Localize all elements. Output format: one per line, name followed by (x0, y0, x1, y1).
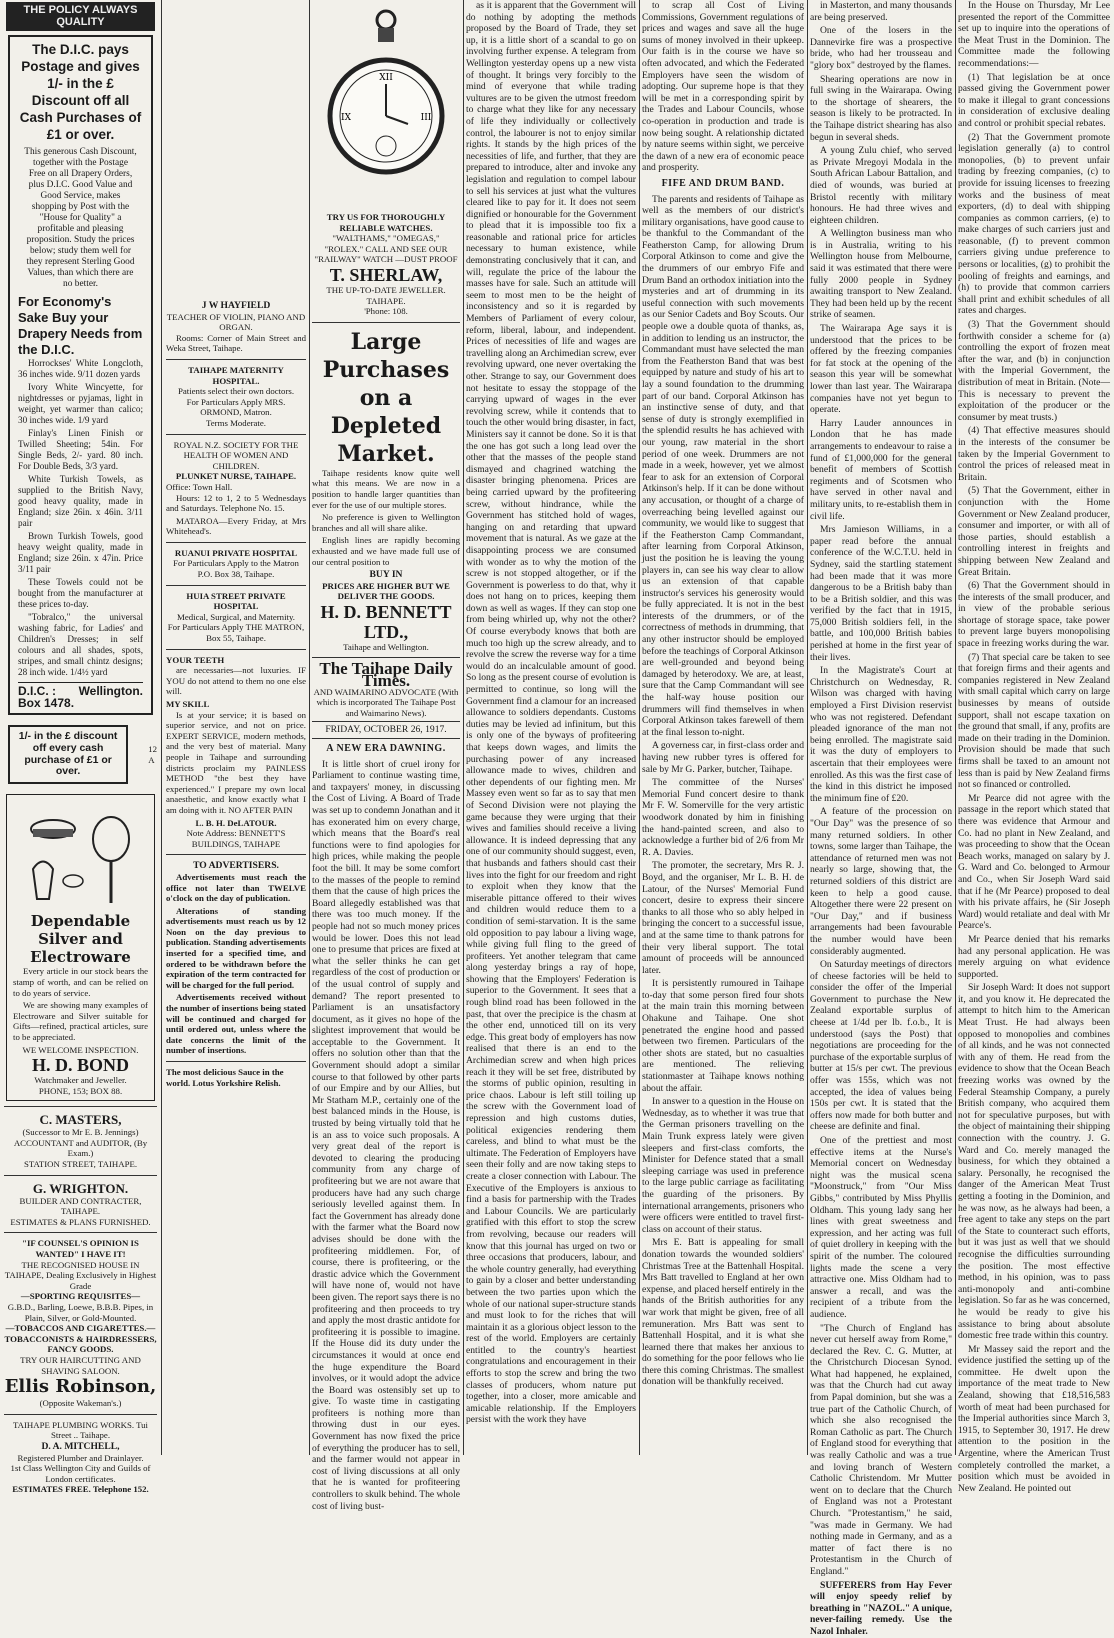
news-item: In the Magistrate's Court at Christchurch on Wednesday, R. Wilson was charged with having employed a First Division reservist who was not registered. Defendant pleaded ignorance of the man not being enrolled. The magistrate said it was the duty of employers to ascertain that their employees were enrolled. As this was the first case of the kind in this district he imposed the minimum fine of £20. (810, 665, 952, 804)
recommendation-1: (1) That legislation be at once passed giving the Government power to make it illegal to grant concessions in consideration of exclusive dealing and control or prohibit special rebates. (958, 71, 1110, 129)
issue-date: FRIDAY, OCTOBER 26, 1917. (312, 721, 460, 739)
fife-article: The parents and residents of Taihape as well as the members of our district's military organisations, have good cause to be thankful to the Commandant of the Featherston Camp, for allowing Drum Corporal Atkinson to come and give the the drummers of our embryo Fife and Drum Band an orthodox initiation into the mysteries and art of drumming in its useful connection with such movements as our Senior Cadets and Boy Scouts. Our people owe a double quota of thanks, as, in addition to lending us an instructor, the Commandant must have selected the man from the Featherston Band that was best equipped by nature and study of his art to lay a sound foundation to the drumming part of our band. Corporal Atkinson has an instinctive sense of duty, and that sense of duty is strongly exemplified in the splendid results he has achieved with our young, raw material in the short period of one week. Drummers are not made in a week, however, yet we almost fear to ask for an extension of Corporal Atkinson's help. If it can be done without any accusation, or thought of a charge of overreaching being levelled against our community, we would like to suggest that if the Featherston Camp Commandant, after learning from Corporal Atkinson, just the position he is leaving the young players in, can see his way clear to allow us an extension of that capable instructor's services his generosity would be fully appreciated. It is not in the best interests of the drummers, or of the correctness of methods in drumming, that any other instructor should be employed before the teachings of Corporal Atkinson are well-grounded and beyond being damaged by heterodoxy. We are, at least, sure that the Camp Commandant will see the half-way house position our drummers will find themselves in when Corporal Atkinson takes farewell of them at the final lesson to-night. (642, 193, 805, 738)
list-item: Brown Turkish Towels, good heavy weight quality, made in England; size 26in. x 47in. Price 3/11 pair (18, 531, 143, 575)
maternity-sub: Patients select their own doctors. (177, 386, 295, 397)
pocket-watch-icon (326, 6, 446, 206)
news-nurses-committee: The committee of the Nurses' Memorial Fund concert desire to thank Mr F. W. Somerville for the very artistic woodwork donated by him in finishing the hand-painted screen, and also to acknowledge a further bid of 2/6 from Mr R. A. Davies. (642, 777, 804, 858)
dic-city: Wellington. (78, 684, 143, 699)
sherlaw-trade: THE UP-TO-DATE JEWELLER. TAIHAPE. (326, 284, 446, 306)
delatour-name: L. B. H. DeLATOUR. (195, 817, 277, 828)
skill-text: Is at your service; it is based on superior service, and not on price. EXPERT SERVICE, modern methods, and the very best of material. Many people in Taihape and surrounding districts proclaim my PAINLESS METHOD "the best they have experienced." I prepare my own local anaesthetic, and know exactly what I am doing with it. NO AFTER PAIN (166, 709, 306, 815)
dic-footer (18, 682, 143, 709)
watch-tagline: TRY US FOR THOROUGHLY RELIABLE WATCHES. (326, 212, 446, 233)
advertisers-heading: TO ADVERTISERS. (193, 860, 279, 872)
skill-heading: MY SKILL (166, 699, 210, 709)
mitchell-trade: Registered Plumber and Drainlayer. (17, 1452, 144, 1463)
column-1 (4, 0, 157, 1495)
bond-trade: Watchmaker and Jeweller. (34, 1075, 127, 1086)
plunket-society: ROYAL N.Z. SOCIETY FOR THE HEALTH OF WOMEN AND CHILDREN. (173, 439, 299, 471)
editorial-continued: as it is apparent that the Government will do nothing by adopting the methods proposed by the Board of Trade, they set up, it is a little short of a scandal to go on involving further expense. A telegram from Wellington yesterday opens up a new vista of thought. It brings very forcibly to the mind of everyone that while trading vultures are to be given the utmost freedom to charge what they like for any necessary of life they individually or collectively control, the labourer is not to enjoy similar rights. It stands by the high prices of the necessities of life, and further, that they are prepared to introduce, alter and invoke any legislation and regulation to compel labour to sell his services at just what the vultures cleared like to pay for it. It does not seem dignified or honourable for the Government to plead that it is impossible too fix a reasonable and rational price for articles necessary to human existence, while demonstrating conclusively that it can, and will, regulate the price of the labour the masses have for sale. Such an attitude will seem to most men to be the height of inconsistency and so it is regarded by Members of Parliament of every colour, reform, liberal, labour, and independent. Prices of necessities of life and wages are travelling along an Archimedian screw, ever revolving upward, one never overtaking the other. Strange to say, our Government does not hesitate to essay the stoppage of the carrying upward of wages in the ever revolving screw, while it contends that to touch the other would bring disaster, in fact, Ministers say it cannot be done. So it is that the one has got such a long lead over the other that the masses of the people stand dismayed and chagrined watching the disaster bringing phenomena. Prices are being carried upward by the profiteering screw, without hindrance, while the Government has stitched hold of wages, hanging on and retarding that upward movement that is natural. As we gaze at the disappointing process we are consumed with wonder as to why the motion of the screw is not stopped altogether, or if the Government is powerless to do that, why it does not hang on to prices, keeping them down as well as wages. If they can stop one from being whirled up, why not the other? Of course everybody knows that both are much too high up the screw already, and to revolve the screw the reverse way for a time would do an incalculable amount of good. So long as the present course of evolution is permitted to continue, so long will the Government find a clamour for an increased allowance to soldiers dependants. Customs duties may be levied ad infinitum, but this is only one of the byways of profiteering that keeps down wages, and limits the purchasing power of any increased allowance made to wives, children and other dependents of our fighting men. Mr Massey even went so far as to say that men of Second Division were not playing the game because they were urging that their wives and families should receive a living allowance. It is indeed depressing that any one of our community should suggest, even, that husbands and fathers should cast their lives into the fight for our freedom and right to exploit when they know that the miserable pittance offered to their wives and children would reduce them to a condition of semi-starvation. It is the same old opposition to pay labour a living wage, while giving full fling to the greed of profiteers. Yet another telegram that came along yesterday brings a ray of hope, showing that the Employers' Federation is superior to the Government. It sees that a rough blind road has been followed in the past, that over the precipice is the chasm at the other end, unnoticed till on its very edge. This great body of employers has now realised that there is an end to the Archimedian screw and when high prices reach it they will be set free, distributed by the storms of public opinion, resulting in price chaos. Labour is left still toiling up the screw with the Government load of repression and high customs duties, political exigencies rendering them careless, and blind to what must be the ultimate. The Federation of Employers have seen their folly and are now taking steps to create a closer connection with Labour. The Executive of the Employers is anxious to find a basis for partnership with the Trades and Labour Councils. We are particularly gratified with this effort to stop the screw from revolving, because our readers will know that this journal has urged on two or three occasions that producers, labour, and the whole country generally, had everything to gain by a closer and better understanding between the two parties upon which the whole of our national super-structure stands and must look to for the riches that will maintain it as a glorious object lesson to the rest of the world. Employers are certainly entitled to the country's heartiest congratulations and encouragement in their efforts to stop the screw and bring the two classes of producers, whom nature put together, into a closer, more amicable and amicable relationship. If the Employers persist with the work they have (466, 0, 636, 1426)
newspaper-subtitle: AND WAIMARINO ADVOCATE (With which is incorporated The Taihape Post and Waimarino News). (313, 686, 459, 718)
buy-in: BUY IN (369, 569, 403, 581)
meat-trust-intro: In the House on Thursday, Mr Lee presented the report of the Committee set up to inquire into the operations of the Meat Trust in the Dominion. The Committee made the following recommendations:— (958, 0, 1110, 69)
ruanui-title: RUANUI PRIVATE HOSPITAL (174, 547, 298, 558)
news-item: One of the losers in the Dannevirke fire was a prospective bride, who had her trousseau and "glory box" destroyed by the flames. (810, 25, 952, 71)
prices-line: PRICES ARE HIGHER BUT WE DELIVER THE GOODS. (322, 580, 450, 602)
bond-phone: PHONE, 153; BOX 88. (38, 1085, 123, 1096)
hairdresser-line: TOBACCONISTS & HAIRDRESSERS, FANCY GOODS. (4, 1333, 157, 1355)
wrighton-trade: BUILDER AND CONTRACTER, TAIHAPE. (19, 1195, 142, 1217)
recommendation-7: (7) That special care be taken to see that foreign firms and their agents and companies registered in New Zealand with small capital which carry on large businesses by means of outside support, shall not escape taxation on the ground that small, if any, profits are made on their trading in the Dominion. Provision should be made that such firms shall be taxed to an amount not less than is paid by New Zealand firms not so financed or controlled. (958, 651, 1110, 791)
list-item: Finlay's Linen Finish or Twilled Sheeting; 54in. For Single Beds, 2/- yard. 80 inch. For Double Beds, 3/3 yard. (18, 428, 143, 472)
teeth-text: are necessaries—not luxuries. IF YOU do not attend to them no one else will. (166, 665, 306, 697)
advertisers-text-3: Advertisements received without the number of insertions being stated will be continued and charged for until ordered out, unless where the date concerns the limit of the number of insertions. (166, 992, 306, 1056)
news-governess-car: A governess car, in first-class order and having new rubber tyres is offered for sale by Mr G. Parker, butcher, Taihape. (642, 740, 804, 775)
masters-sub: (Successor to Mr E. B. Jennings) (22, 1127, 139, 1138)
sauce-ad: The most delicious Sauce in the world. Lotus Yorkshire Relish. (166, 1067, 284, 1088)
svg-text:IX: IX (341, 113, 351, 123)
plunket-title: PLUNKET NURSE, TAIHAPE. (175, 471, 297, 482)
maternity-title: TAIHAPE MATERNITY HOSPITAL. (188, 364, 284, 386)
sherlaw-phone: 'Phone: 108. (364, 306, 408, 317)
news-german-prisoners: In answer to a question in the House on Wednesday, as to whether it was true that the German prisoners travelling on the Main Trunk express lately were given sleepers and first-class comforts, the Minister for Defence stated that a small sleeping carriage was used in preference to the large public carriage as facilitating the guarding of the prisoners. By international arrangements, prisoners who were officers were entitled to travel first-class on account of their status. (642, 1096, 804, 1235)
dic-headline: The D.I.C. pays Postage and gives 1/- in the £ Discount off all Cash Purchases of £1 or over. (19, 42, 142, 143)
dic-box: D.I.C. : Box 1478. (18, 684, 75, 710)
news-item: The Wairarapa Age says it is understood that the prices to be offered by the freezing companies for fat stock at the opening of the season this year will be somewhat lower than last year. The Wairarapa companies have not yet begun to operate. (810, 323, 952, 416)
ward-paragraph: Sir Joseph Ward: It does not support it, and you know it. He deprecated the attempt to hitch him to the American Meat Trust. He had always been opposed to monopolies and combines of all kinds, and he was not connected with any of them. He read from the evidence to show that the Ocean Beach freezing works was owned by the Federal Steamship Company, a purely British company, who acquired them not for speculative purposes, but with the object of maintaining their shipping connection with the country. J. G. Ward and Co. merely managed the business, for which they obtained a salary. Personally, he recognised the danger of the American Meat Trust getting a footing in the Dominion, and he was now, as he always had been, a free agent to take any steps on the part of the State to counteract such efforts, but it was just as well that we should recognise the difficulties surrounding the position. The most effective method, in his opinion, was to pass anti-monopoly and anti-combine legislation. So far as he was concerned, he would be ready to give his assistance to bring about absolute domestic free trade within this country. (958, 982, 1110, 1342)
wrighton-estimates: ESTIMATES & PLANS FURNISHED. (10, 1216, 151, 1227)
column-6 (810, 0, 952, 1637)
svg-text:III: III (420, 113, 432, 123)
pearce-denial: Mr Pearce denied that his remarks had any personal application. He was merely arguing on what evidence supported. (958, 933, 1110, 980)
huia-sub: Medical, Surgical, and Maternity. (177, 611, 295, 622)
news-train-shots: It is persistently rumoured in Taihape to-day that some person fired four shots at the main train this morning between Ohakune and Taihape. One shot penetrated the engine hood and passed between two firemen. Particulars of the other shots are stated, but no casualties are mentioned. The relieving stationmaster at Taihape knows nothing about the affair. (642, 978, 804, 1094)
plunket-mataroa: MATAROA—Every Friday, at Mrs Whitehead's. (166, 515, 306, 537)
editorial-conclusion: to scrap all Cost of Living Commissions, Government regulations of prices and wages and save all the huge sums of money involved in their upkeep. Our faith is in the course we have so often advocated, and which the Federated Employers have seen the wisdom of adopting. Our supreme hope is that they will be met in a corresponding spirit by the Trades and Labour Councils, whose co-operation in production and trade is now being sought. A relationship dictated by nature seems within sight, we perceive the dawn of a new era of economic peace and prosperity. (642, 0, 804, 174)
bond-advertisement (6, 794, 155, 1102)
column-3 (312, 0, 460, 1512)
maternity-apply: For Particulars Apply MRS. ORMOND, Matron. (186, 396, 286, 418)
masters-trade: ACCOUNTANT and AUDITOR, (By Exam.) (13, 1137, 148, 1159)
huia-title: HUIA STREET PRIVATE HOSPITAL (186, 590, 286, 612)
svg-text:XII: XII (379, 73, 393, 83)
news-item: One of the prettiest and most effective items at the Nurse's Memorial concert on Wednesday night was the musical scena "Moonstruck," from "Our Miss Gibbs," contributed by Miss Phyllis Oldham. This young lady sang her lines with great sweetness and expression, and her acting was full of quiet drollery in keeping with the spirit of the number. The coloured lights made the scene a very attractive one. Miss Oldham had to answer a recall, and was the recipient of a tribute from the audience. (810, 1135, 952, 1320)
cash-discount-box: 1/- in the £ discount off every cash purchase of £1 or over. (8, 725, 128, 783)
column-5 (642, 0, 804, 1455)
news-concert-thanks: The promoter, the secretary, Mrs R. J. Boyd, and the organiser, Mr L. B. H. de Latour, of the Nurses' Memorial Fund concert, desire to express their sincere thanks to all those who so ably helped in bringing the concert to a successful issue, and at the same time to thank patrons for their very liberal support. The total amount of proceeds will be announced later. (642, 860, 804, 976)
masters-address: STATION STREET, TAIHAPE. (23, 1159, 138, 1170)
silverware-illustration-icon (13, 799, 149, 909)
hayfield-trade: TEACHER OF VIOLIN, PIANO AND ORGAN. (166, 311, 306, 333)
bennett-paragraph-1: Taihape residents know quite well what this means. We are now in a position to handle larger quantities than ever for the use of our multiple stores. (312, 467, 460, 510)
ellis-name: Ellis Robinson, (4, 1376, 157, 1398)
dic-item-list (18, 358, 143, 678)
ellis-sub: (Opposite Wakeman's.) (39, 1398, 122, 1409)
hayfield-rooms: Rooms: Corner of Main Street and Weka Street, Taihape. (166, 332, 306, 354)
editorial-text: It is little short of cruel irony for Parliament to continue wasting time, and taxpayers' money, in discussing the Cost of Living. A Board of Trade was set up to condemn Jonathan and it has exonerated him on every charge, which means that the Board's real functions were to find apologies for high prices, while making the people foot the bill. It may be some comfort to the masses of the people to remind them that the cause of high prices the Board allegedly established was that there was too much money. If the people had not so much money prices would be lower. Does this not lead one to presume that prices are fixed at what the seller thinks he can get regardless of the cost of production or of the usual control of supply and demand? The report presented to Parliament is an unsatisfactory document, as it gives no hope of the slightest improvement that would be acceptable to the Government. It offers no solution other than that the Government should adopt a similar course to that followed by other parts of our Empire and by our Allies, but Mr Statham M.P., certainly one of the best balanced minds in the House, is trusted by being virtually told that he is an ass to voice such proposals. A very great deal of the report is devoted to clearing the producing community from any charge of profiteering but we are not aware that producers have had any such charge seriously levelled against them. In fact the Government has already done with the farmer what the Board now advises should be done with the profiteering middlemen. For, of course, there is profiteering, or the drastic advice which the Government will have none of, would not have been given. The report says there is no profiteering and then proceeds to try and apply the most drastic antidote for profiteering it is possible to imagine. If the House did its duty under the circumstances it would at once end the huge expenditure the Board involves, or it would adopt the advice the Board was ostensibly set up to give. To waste time in castigating profiteers is nothing more than throwing dust in our eyes. Government has now fixed the price of everything the producer has to sell, and the farmer would not appear in cost of living discussions at all only that he is wanted for profiteering controllers to skulk behind. The whole cost of living bust- (312, 758, 460, 1512)
delatour-address: Note Address: BENNETT'S BUILDINGS, TAIHAPE (186, 828, 286, 849)
recommendation-6: (6) That the Government should in the interests of the small producer, and in view of the probable serious shortage of storage space, take power to prevent large buyers monopolising space in freezing works during the war. (958, 580, 1110, 650)
news-item: A young Zulu chief, who served as Private Mregoyi Modala in the South African Labour Battalion, and died of wounds, was buried at Bristol recently with military honours. He had three wives and eighteen children. (810, 145, 952, 226)
recommendation-5: (5) That the Government, either in conjunction with the Home Government or New Zealand producer, consumer and importer, or with all of those parties, should establish a controlling interest in freights and shipping between New Zealand and Great Britain. (958, 485, 1110, 578)
column-7 (958, 0, 1110, 1494)
news-item: A Wellington business man who is in Australia, writing to his Wellington house from Melbourne, said it was estimated that there were fully 2000 people in Sydney awaiting transport to New Zealand. They had been held up by the recent strike of seamen. (810, 228, 952, 321)
nazol-ad: SUFFERERS from Hay Fever will enjoy speedy relief by breathing in "NAZOL." A unique, never-failing remedy. Use the Nazol Inhaler. (810, 1579, 952, 1637)
list-item: "Tobralco," the universal washing fabric, for Ladies' and Children's Dresses; in self colours and all shades, spots, stripes, and small chintz designs; 28 inch wide. 1/4½ yard (18, 612, 143, 678)
news-item: On Saturday meetings of directors of cheese factories will be held to consider the offer of the Imperial Government to purchase the New Zealand exportable surplus of cheese at 1/4d per lb. f.o.b., It is understood (says the Post) that negotiations are proceeding for the purchase of the exportable surplus of butter at 15/s per cwt. The previous offer was 155s, which was not accepted, the idea of values being 150s per cwt. It is stated that the offers now made for both butter and cheese are definite and final. (810, 959, 952, 1133)
tobacco-heading: —TOBACCOS AND CIGARETTES.— (5, 1323, 156, 1334)
house-ad: THE RECOGNISED HOUSE IN TAIHAPE, Dealing Exclusively in Highest Grade (4, 1259, 157, 1291)
editorial-heading: A NEW ERA DAWNING. (326, 743, 446, 755)
news-item: Mrs Jamieson Williams, in a paper read before the annual conference of the W.C.T.U. held in Sydney, said the startling statement had been made that it was more dangerous to be a British baby than to be a British soldier, and this was verified by the fact that in 1915, 75,000 British soldiers fell, in the battle, and 100,000 British babies perished at home in the first year of their lives. (810, 524, 952, 663)
bond-name: H. D. BOND (31, 1055, 129, 1076)
bond-text: Every article in our stock bears the stamp of worth, and can be relied on to do years of service. (13, 966, 148, 998)
mitchell-cert: 1st Class Wellington City and Guilds of London certificates. (10, 1463, 151, 1484)
dic-economy: For Economy's Sake Buy your Drapery Needs from the D.I.C. (18, 294, 143, 358)
list-item: Horrockses' White Longcloth, 36 inches wide. 9/11 dozen yards (18, 358, 143, 380)
mitchell-name: D. A. MITCHELL, (41, 1440, 120, 1452)
fife-heading: FIFE AND DRUM BAND. (661, 177, 785, 189)
saloon-line: TRY OUR HAIRCUTTING AND SHAVING SALOON. (20, 1354, 141, 1376)
list-item: These Towels could not be bought from the manufacturer at these prices to-day. (18, 577, 143, 610)
bennett-location: Taihape and Wellington. (343, 641, 429, 652)
column-2 (166, 0, 306, 1455)
recommendation-3: (3) That the Government should forthwith consider a scheme for (a) controlling the export of frozen meat after the war, and (b) in conjunction with the Imperial Government, the distribution of meat in Britain. (Note—This is necessary to prevent the exploitation of the producer or the consumer by meat trusts.) (958, 319, 1110, 423)
recommendation-2: (2) That the Government promote legislation generally (a) to control monopolies, (b) to prevent unfair trading by freezing companies, (c) to provide for issuing licenses to freezing works and the business of meat exporters, (d) to deal with shipping companies as common carriers, (e) to make charges of such carriers just and reasonable, (f) to prevent common carriers giving undue preference to persons or localities, (g) to prohibit the pooling of freights and earnings, and (h) to provide that common carriers shall print and exhibit schedules of all rates and charges. (958, 131, 1110, 317)
plunket-hours: Hours: 12 to 1, 2 to 5 Wednesdays and Saturdays. Telephone No. 15. (166, 492, 306, 514)
advertisers-text-2: Alterations of standing advertisements must reach us by 12 Noon on the day previous to publication. Standing advertisements inserted for a specified time, and ordered to be withdrawn before the expiration of the term contracted for will be charged for the full period. (166, 905, 306, 990)
sporting-list: G.B.D., Barling, Loewe, B.B.B. Pipes, in Plain, Silver, or Gold-Mounted. (7, 1302, 154, 1323)
large-purchases-heading: Large Purchases on a Depleted Market. (322, 328, 450, 467)
masters-name: C. MASTERS, (39, 1112, 122, 1128)
maternity-terms: Terms Moderate. (206, 417, 266, 428)
pearce-paragraph: Mr Pearce did not agree with the passage in the report which stated that there was evidence that Armour and Co. had no plant in New Zealand, and was proceeding to show that the Ocean Beach works, managed on salary by J. G. Ward and Co. belonged to Armour and Co., when Sir Joseph Ward said that if he (Mr Pearce) proposed to deal with his private affairs, he (Sir Joseph Ward) would retaliate and deal with Mr Pearce's. (958, 792, 1110, 932)
news-christmas-tree: Mrs E. Batt is appealing for small donation towards the wounded soldiers' Christmas Tree at the Battenhall Hospital. Mrs Batt travelled to England at her own expense, and placed herself entirely in the hands of the British authorities for any war work that might be given, free of all remuneration. Mrs Batt was sent to Battenhall Hospital, and it is what she learned there that makes her anxious to do something for the poor fellows who lie there this coming Christmas. The smallest donation will be thankfully received. (642, 1237, 804, 1388)
news-item: Harry Lauder announces in London that he has made arrangements to endeavour to raise a fund of £1,000,000 for the general benefit of members of Scottish regiments and of Scotsmen who have served in other naval and military units, to re-establish them in civil life. (810, 417, 952, 522)
advertisers-text-1: Advertisements must reach the office not later than TWELVE o'clock on the day of publication. (166, 871, 306, 904)
ruanui-apply: For Particulars Apply to the Matron P.O. Box 38, Taihape. (173, 558, 299, 580)
watch-brands: "WALTHAMS," "OMEGAS," "ROLEX." CALL AND SEE OUR "RAILWAY" WATCH —DUST PROOF (314, 233, 458, 265)
plumbing-works: TAIHAPE PLUMBING WORKS. Tui Street .. Taihape. (12, 1419, 149, 1441)
plunket-office: Office: Town Hall. (166, 481, 233, 492)
ad-code: 12 A (148, 743, 157, 765)
column-4 (466, 0, 636, 1455)
estimates-free: ESTIMATES FREE. Telephone 152. (12, 1484, 149, 1495)
counsel-ad: "IF COUNSEL'S OPINION IS WANTED" I HAVE IT! (22, 1238, 139, 1260)
huia-apply: For Particulars Apply THE MATRON, Box 55, Taihape. (167, 622, 305, 644)
bond-inspect: WE WELCOME INSPECTION. (22, 1044, 139, 1055)
list-item: White Turkish Towels, as supplied to the British Navy, good heavy quality, made in England; size 26in. x 46in. 3/11 pair (18, 474, 143, 529)
sporting-heading: —SPORTING REQUISITES— (20, 1291, 141, 1302)
bond-text-2: We are showing many examples of Electroware and Silver suitable for Gifts—refined, practical articles, sure to be appreciated. (13, 1000, 148, 1042)
teeth-heading: YOUR TEETH (166, 654, 225, 665)
news-item: Shearing operations are now in full swing in the Wairarapa. Owing to the shortage of shearers, the season is likely to be protracted. In the Taihape district shearing has also begun in several sheds. (810, 73, 952, 143)
bennett-paragraph-3: English lines are rapidly becoming exhausted and we have made full use of our central position to (312, 535, 460, 567)
newspaper-nameplate: The Taihape Daily Times. (319, 659, 453, 691)
hayfield-name: J W HAYFIELD (201, 300, 271, 311)
news-item: in Masterton, and many thousands are being preserved. (810, 0, 952, 23)
list-item: Ivory White Wincyette, for nightdresses or pyjamas, light in weight, yet warmer than calico; 30 inches wide. 1/9 yard (18, 382, 143, 426)
news-item: A feature of the procession on "Our Day" was the presence of so many returned soldiers. In other towns, some larger than Taihape, the attendance of returned men was not nearly so large, showing that, the returned soldiers of this district are keen to help a good cause. Altogether there were 22 present on "Our Day," and if business arrangements had been favourable the number would have been considerably augmented. (810, 806, 952, 957)
news-item: "The Church of England has never cut herself away from Rome," declared the Rev. C. G. Mutter, at the Christchurch Diocesan Synod. What had happened, he explained, was that the Church had cut away from Papal dominion, but she was a true part of the Catholic Church, of which she also recognised the Roman Catholic as part. The Church of England stood for everything that was really Catholic and was a true and loving branch of Western Catholic Christendom. Mr Mutter went on to declare that the Church of England was not a Protestant Church. "Protestantism," he said, "was made in Germany. We had nothing made in Germany, and as a matter of fact there is no Protestantism in the Church of England." (810, 1322, 952, 1577)
bennett-name: H. D. BENNETT LTD., (320, 601, 452, 642)
massey-paragraph: Mr Massey said the report and the evidence justified the setting up of the committee. He dwelt upon the importance of the meat trade to New Zealand, showing that £18,516,583 worth of meat had been purchased for the Imperial authorities since March 3, 1915, to September 30, 1917. He drew attention to the position in the Argentine, where the American Trust completely controlled the market, a position which must be avoided in New Zealand. He pointed out (958, 1343, 1110, 1494)
bennett-paragraph-2: No preference is given to Wellington branches and all will share alike. (312, 512, 460, 533)
sherlaw-name: T. SHERLAW, (329, 264, 443, 285)
recommendation-4: (4) That effective measures should in the interests of the consumer be taken by the Imperial Government to control the prices of released meat in Britain. (958, 425, 1110, 483)
bond-title: Dependable Silver and Electroware (30, 912, 131, 967)
wrighton-name: G. WRIGHTON. (32, 1180, 129, 1196)
dic-body: This generous Cash Discount, together with the Postage Free on all Drapery Orders, plus D.I.C. Good Value and Good Service, makes shopping by Post with the "House for Quality" a profitable and pleasing proposition. Study the prices below; study them well for they represent Sterling Good Values, than which there are no better. (24, 147, 137, 290)
policy-banner: THE POLICY ALWAYS QUALITY (6, 2, 155, 31)
dic-advertisement (8, 35, 153, 715)
